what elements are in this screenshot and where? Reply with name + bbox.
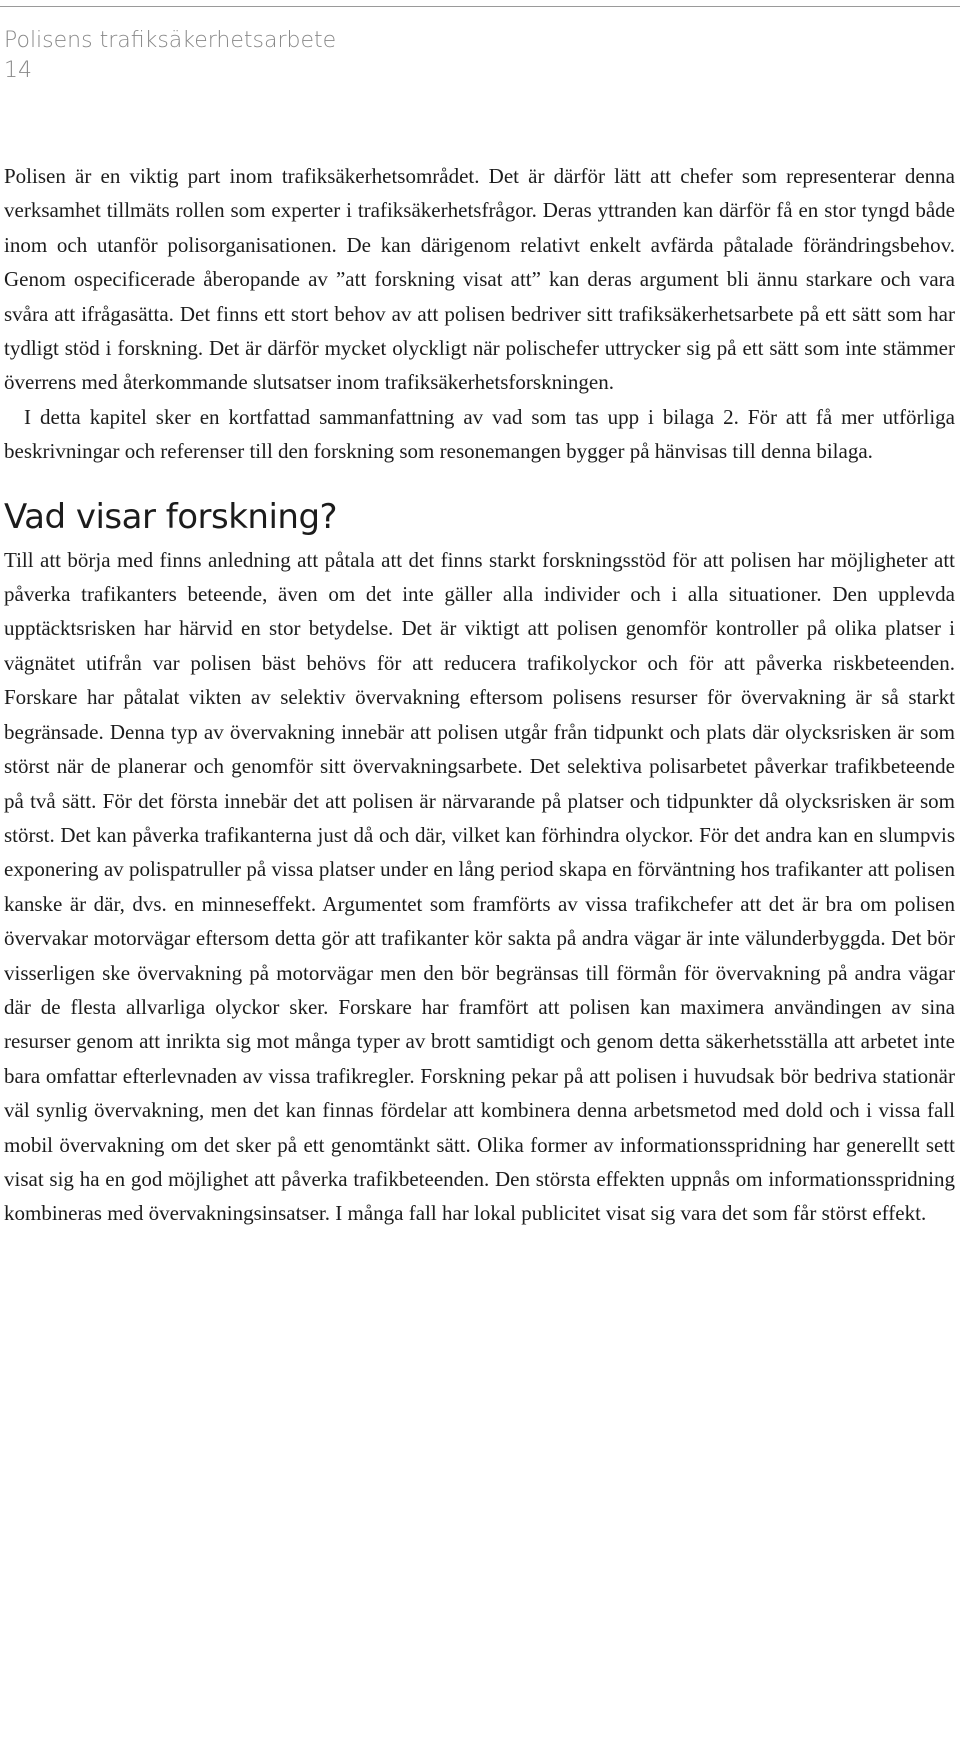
running-header-title: Polisens trafiksäkerhetsarbete [4, 28, 337, 53]
section-paragraph-1: Till att börja med finns anledning att påtala att det finns starkt forskningsstöd för att polisen har möjligheter att påverka trafikanters beteende, även om det inte gäller alla individer och i alla situationer. Den upplevda upptäcktsrisken har härvid en stor betydelse. Det är viktigt att polisen genomför kontroller på olika platser i vägnätet utifrån var polisen bäst behövs för att reducera trafikolyckor och för att påverka riskbeteenden. Forskare har påtalat vikten av selektiv övervakning eftersom polisens resurser för övervakning är så starkt begränsade. Denna typ av övervakning innebär att polisen utgår från tidpunkt och plats där olycksrisken är som störst när de planerar och genomför sitt övervakningsarbete. Det selektiva polisarbetet påverkar trafikbeteende på två sätt. För det första innebär det att polisen är närvarande på platser och tidpunkter då olycksrisken är som störst. Det kan påverka trafikanterna just då och där, vilket kan förhindra olyckor. För det andra kan en slumpvis exponering av polispatruller på vissa platser under en lång period skapa en förväntning hos trafikanter att polisen kanske är där, dvs. en minneseffekt. Argumentet som framförts av vissa trafikchefer att det är bra om polisen övervakar motorvägar eftersom detta gör att trafikanter kör sakta på andra vägar är inte välunderbyggda. Det bör visserligen ske övervakning på motorvägar men den bör begränsas till förmån för övervakning på andra vägar där de flesta allvarliga olyckor sker. Forskare har framfört att polisen kan maximera användingen av sina resurser genom att inrikta sig mot många typer av brott samtidigt och genom detta säkerhetsställa att arbetet inte bara omfattar efterlevnaden av vissa trafikregler. Forskning pekar på att polisen i huvudsak bör bedriva stationär väl synlig övervakning, men det kan finnas fördelar att kombinera denna arbetsmetod med dold och i vissa fall mobil övervakning om det sker på ett genomtänkt sätt. Olika former av informationsspridning har generellt sett visat sig ha en god möjlighet att påverka trafikbeteenden. Den största effekten uppnås om informationsspridning kombineras med övervakningsinsatser. I många fall har lokal publicitet visat sig vara det som får störst effekt. [4, 547, 955, 1226]
running-header [4, 26, 336, 86]
body-paragraph-1: Polisen är en viktig part inom trafiksäkerhetsområdet. Det är därför lätt att chefer som representerar denna verksamhet tillmäts rollen som experter i trafiksäkerhetsfrågor. Deras yttranden kan därför få en stor tyngd både inom och utanför polisorganisationen. De kan därigenom relativt enkelt avfärda påtalade förändringsbehov. Genom ospecificerade åberopande av ”att forskning visat att” kan deras argument bli ännu starkare och vara svåra att ifrågasätta. Det finns ett stort behov av att polisen bedriver sitt trafiksäkerhetsarbete på ett sätt som har tydligt stöd i forskning. Det är därför mycket olyckligt när polischefer uttrycker sig på ett sätt som inte stämmer överrens med återkommande slutsatser inom trafiksäkerhetsforskningen. [4, 164, 955, 395]
section-heading: Vad visar forskning? [4, 496, 338, 537]
page-content [4, 159, 955, 1231]
body-paragraph-2: I detta kapitel sker en kortfattad sammanfattning av vad som tas upp i bilaga 2. För att få mer utförliga beskrivningar och referenser till den forskning som resonemangen bygger på hänvisas till denna bilaga. [4, 404, 955, 464]
page-number: 14 [4, 58, 32, 83]
header-rule [0, 6, 960, 7]
